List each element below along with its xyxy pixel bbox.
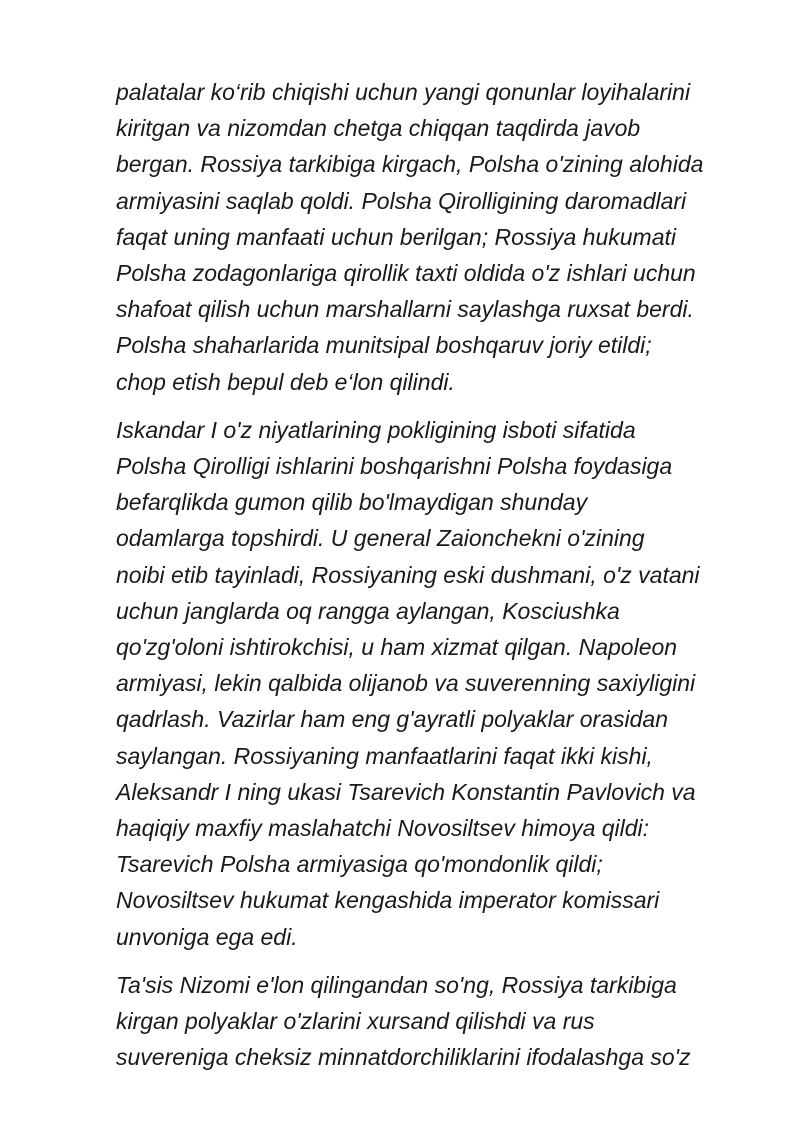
text-line: armiyasi, lekin qalbida olijanob va suverenning saxiyligini (116, 670, 696, 697)
paragraph-1 (116, 74, 746, 400)
text-line: qo'zg'oloni ishtirokchisi, u ham xizmat qilgan. Napoleon (116, 634, 678, 661)
text-line: haqiqiy maxfiy maslahatchi Novosiltsev himoya qildi: (116, 815, 650, 842)
text-line: noibi etib tayinladi, Rossiyaning eski dushmani, o'z vatani (116, 561, 700, 588)
text-line: chop etish bepul deb e‘lon qilindi. (116, 368, 455, 395)
text-line: Polsha zodagonlariga qirollik taxti oldida o'z ishlari uchun (116, 260, 696, 287)
text-line: Polsha Qirolligi ishlarini boshqarishni Polsha foydasiga (116, 453, 673, 480)
text-line: shafoat qilish uchun marshallarni saylashga ruxsat berdi. (116, 296, 694, 323)
text-line: odamlarga topshirdi. U general Zaionchekni o'zining (116, 525, 645, 552)
body-text (116, 74, 746, 1087)
text-line: Novosiltsev hukumat kengashida imperator komissari (116, 887, 660, 914)
text-line: palatalar ko‘rib chiqishi uchun yangi qonunlar loyihalarini (116, 79, 691, 105)
text-line: Aleksandr I ning ukasi Tsarevich Konstantin Pavlovich va (116, 778, 696, 805)
text-line: saylangan. Rossiyaning manfaatlarini faqat ikki kishi, (116, 742, 653, 769)
text-line: uchun janglarda oq rangga aylangan, Kosciushka (116, 597, 620, 624)
paragraph-3 (116, 967, 746, 1076)
text-line: faqat uning manfaati uchun berilgan; Rossiya hukumati (116, 223, 677, 250)
text-line: Tsarevich Polsha armiyasiga qo'mondonlik qildi; (116, 851, 603, 878)
text-line: kiritgan va nizomdan chetga chiqqan taqdirda javob (116, 115, 641, 142)
text-line: Iskandar I o'z niyatlarining pokligining isboti sifatida (116, 416, 636, 443)
text-line: befarqlikda gumon qilib bo'lmaydigan shunday (116, 489, 588, 516)
text-line: bergan. Rossiya tarkibiga kirgach, Polsha o'zining alohida (116, 151, 704, 178)
text-line: qadrlash. Vazirlar ham eng g'ayratli polyaklar orasidan (116, 706, 668, 733)
paragraph-2 (116, 412, 746, 955)
text-line: Polsha shaharlarida munitsipal boshqaruv joriy etildi; (116, 332, 652, 359)
text-line: suvereniga cheksiz minnatdorchiliklarini ifodalashga so'z (116, 1044, 691, 1071)
text-line: armiyasini saqlab qoldi. Polsha Qirolligining daromadlari (116, 187, 687, 214)
text-line: Ta'sis Nizomi e'lon qilingandan so'ng, Rossiya tarkibiga (116, 971, 677, 998)
text-line: kirgan polyaklar o'zlarini xursand qilishdi va rus (116, 1008, 595, 1035)
text-line: unvoniga ega edi. (116, 923, 298, 950)
